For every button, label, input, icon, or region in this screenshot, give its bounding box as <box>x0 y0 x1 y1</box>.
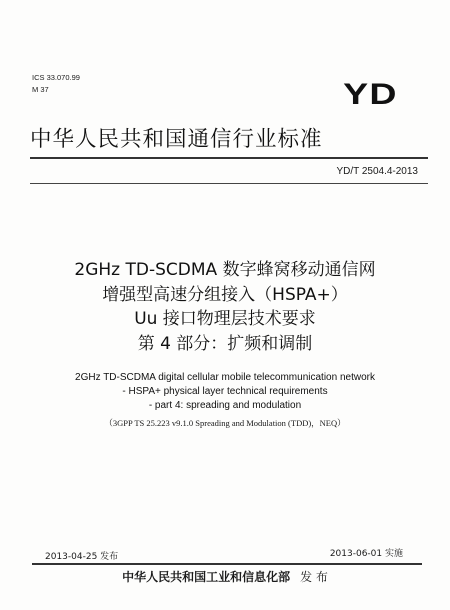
ccs-code: M 37 <box>32 85 49 94</box>
yd-logo: YD <box>343 78 398 111</box>
standard-organization: 中华人民共和国通信行业标准 <box>30 127 323 152</box>
chinese-title-line-1: 2GHz TD-SCDMA 数字蜂窝移动通信网 <box>74 260 376 280</box>
chinese-title <box>0 258 450 356</box>
chinese-title-line-2: 增强型高速分组接入（HSPA+） <box>102 284 348 305</box>
english-title-line-3: - part 4: spreading and modulation <box>148 400 302 411</box>
english-title <box>0 371 450 413</box>
english-title-line-2: - HSPA+ physical layer technical requirements <box>122 386 328 397</box>
effective-date: 2013-06-01 实施 <box>329 549 403 559</box>
publish-date: 2013-04-25 发布 <box>45 552 119 562</box>
footer-divider <box>32 563 422 565</box>
issuer <box>0 568 450 585</box>
ics-code: ICS 33.070.99 <box>32 73 80 82</box>
english-title-line-1: 2GHz TD-SCDMA digital cellular mobile telecommunication network <box>75 372 375 383</box>
chinese-title-line-3: Uu 接口物理层技术要求 <box>134 309 316 329</box>
chinese-title-line-4: 第 4 部分：扩频和调制 <box>137 333 313 354</box>
header-divider <box>30 157 428 159</box>
issuer-name: 中华人民共和国工业和信息化部 <box>122 570 291 584</box>
issuer-action: 发 布 <box>300 570 328 584</box>
number-divider <box>30 183 428 184</box>
classification-codes <box>32 72 80 96</box>
standard-number: YD/T 2504.4-2013 <box>336 166 418 177</box>
reference-standard: （3GPP TS 25.223 v9.1.0 Spreading and Modulation (TDD)，NEQ） <box>104 418 346 428</box>
